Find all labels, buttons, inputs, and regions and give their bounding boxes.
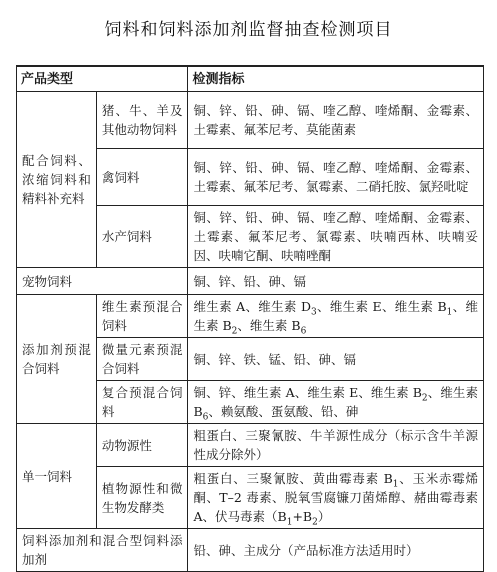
subscript: 3 xyxy=(311,307,317,318)
header-test-items: 检测指标 xyxy=(188,66,484,92)
type-poultry-feed: 禽饲料 xyxy=(96,149,188,206)
subscript: 1 xyxy=(446,307,453,318)
subscript: 2 xyxy=(312,517,318,528)
items-vitamin-premix xyxy=(188,295,484,338)
items-text: 、维生素 B xyxy=(193,299,478,333)
subscript: 6 xyxy=(202,412,209,423)
subscript: 1 xyxy=(392,479,399,490)
table-row xyxy=(17,92,484,149)
category-feed-additive: 饲料添加剂和混合型饲料添加剂 xyxy=(17,529,188,572)
table-row xyxy=(17,295,484,338)
category-premix: 添加剂预混合饲料 xyxy=(17,295,97,424)
items-pet-feed: 铜、锌、铅、砷、镉 xyxy=(188,268,484,295)
items-text: ） xyxy=(317,509,331,524)
type-aquatic-feed: 水产饲料 xyxy=(96,206,188,268)
items-text: +B xyxy=(292,509,313,524)
items-text: 、赖氨酸、蛋氨酸、铅、砷 xyxy=(208,404,359,419)
type-vitamin-premix: 维生素预混合饲料 xyxy=(96,295,188,338)
type-animal-origin: 动物源性 xyxy=(96,424,188,467)
subscript: 2 xyxy=(231,326,238,337)
subscript: 1 xyxy=(286,517,293,528)
items-text: 粗蛋白、三聚氰胺、黄曲霉毒素 B xyxy=(193,471,393,486)
category-compound-feed: 配合饲料、浓缩饲料和精料补充料 xyxy=(17,92,97,268)
subscript: 2 xyxy=(421,393,428,404)
table-row xyxy=(17,529,484,572)
subscript: 6 xyxy=(300,326,307,337)
type-trace-element-premix: 微量元素预混合饲料 xyxy=(96,338,188,381)
items-text: 铜、锌、维生素 A、维生素 E、维生素 B xyxy=(193,385,422,400)
page-title: 饲料和饲料添加剂监督抽查检测项目 xyxy=(104,20,393,40)
items-text: 、维生素 B xyxy=(193,385,478,419)
items-aquatic-feed: 铜、锌、铅、砷、镉、喹乙醇、喹烯酮、金霉素、土霉素、氟苯尼考、氯霉素、呋喃西林、呋喃妥因、呋喃它酮、呋喃唑酮 xyxy=(188,206,484,268)
header-product-type: 产品类型 xyxy=(17,66,188,92)
items-feed-additive: 铅、砷、主成分（产品标准方法适用时） xyxy=(188,529,484,572)
type-livestock-feed: 猪、牛、羊及其他动物饲料 xyxy=(96,92,188,149)
items-text: 、维生素 E、维生素 B xyxy=(316,299,447,314)
items-poultry-feed: 铜、锌、铅、砷、镉、喹乙醇、喹烯酮、金霉素、土霉素、氟苯尼考、氯霉素、二硝托胺、氯羟吡啶 xyxy=(188,149,484,206)
items-plant-microbial-origin xyxy=(188,467,484,529)
category-single-feed: 单一饲料 xyxy=(17,424,97,529)
table-header-row xyxy=(17,66,484,92)
inspection-items-table xyxy=(16,65,484,572)
table-row xyxy=(17,268,484,295)
items-compound-premix xyxy=(188,381,484,424)
type-plant-microbial-origin: 植物源性和微生物发酵类 xyxy=(96,467,188,529)
type-compound-premix: 复合预混合饲料 xyxy=(96,381,188,424)
items-animal-origin: 粗蛋白、三聚氰胺、牛羊源性成分（标示含牛羊源性成分除外） xyxy=(188,424,484,467)
items-livestock-feed: 铜、锌、铅、砷、镉、喹乙醇、喹烯酮、金霉素、土霉素、氟苯尼考、莫能菌素 xyxy=(188,92,484,149)
items-trace-element-premix: 铜、锌、铁、锰、铅、砷、镉 xyxy=(188,338,484,381)
table-row xyxy=(17,424,484,467)
category-pet-feed: 宠物饲料 xyxy=(17,268,188,295)
items-text: 、玉米赤霉烯酮、T–2 毒素、脱氧雪腐镰刀菌烯醇、赭曲霉毒素 A、伏马毒素（B xyxy=(193,471,478,524)
items-text: 维生素 A、维生素 D xyxy=(193,299,312,314)
items-text: 、维生素 B xyxy=(237,318,301,333)
